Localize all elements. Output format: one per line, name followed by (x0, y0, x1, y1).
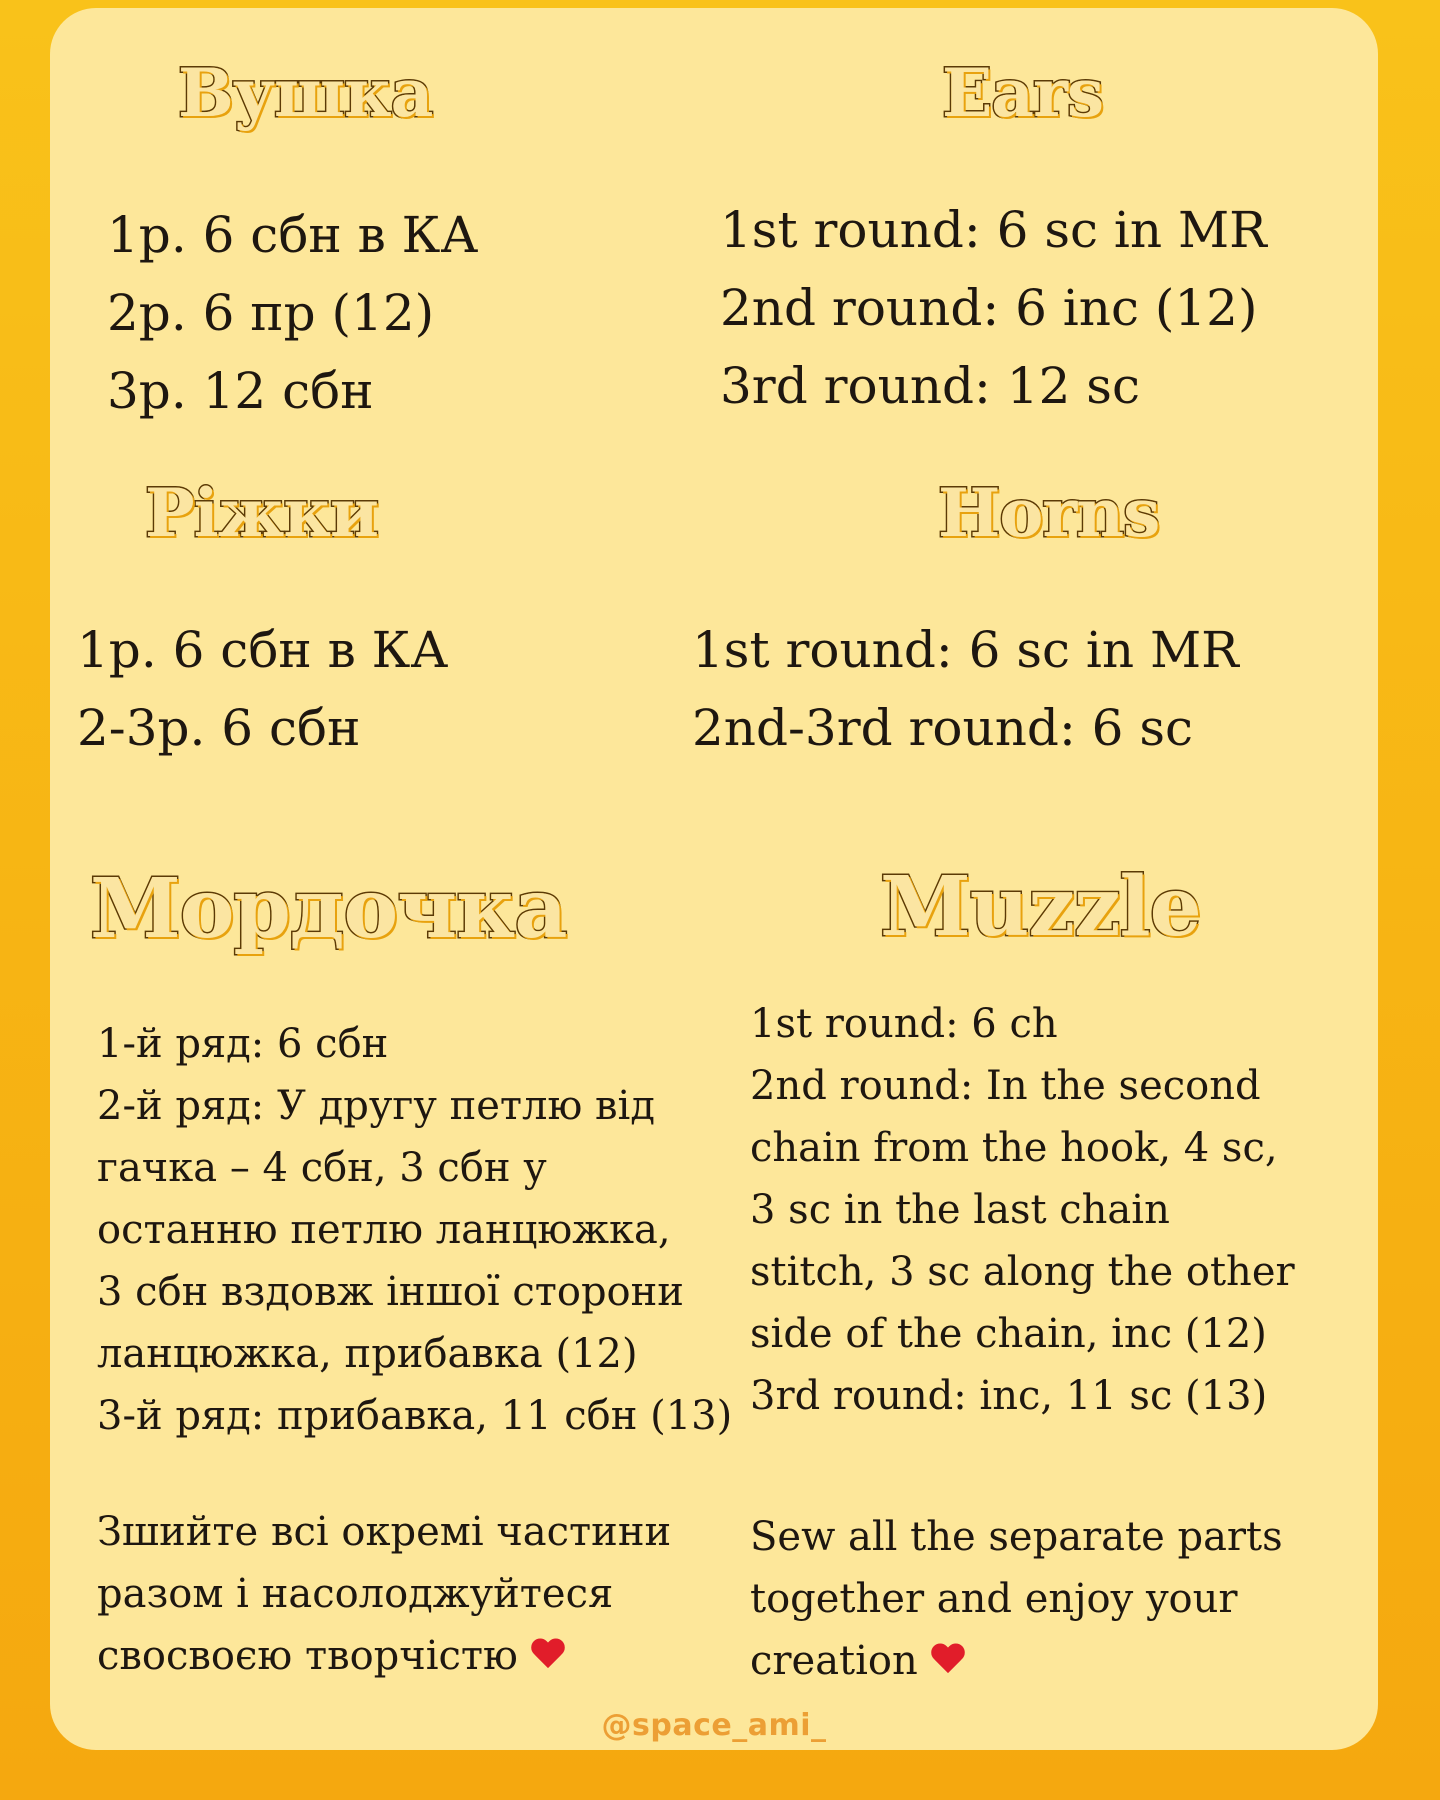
step-line: 2nd round: In the second (750, 1063, 1261, 1109)
step-line: останню петлю ланцюжка, (97, 1207, 671, 1253)
closing-note-en (750, 1506, 1283, 1692)
step-line: гачка – 4 сбн, 3 сбн у (97, 1145, 547, 1191)
step-line: 2р. 6 пр (12) (107, 284, 435, 342)
author-credit: @space_ami_ (601, 1708, 827, 1743)
step-line: 3 sc in the last chain (750, 1187, 1170, 1233)
step-line: 2nd-3rd round: 6 sc (692, 699, 1194, 757)
closing-line: Зшийте всі окремі частини (97, 1509, 672, 1555)
step-line: 3-й ряд: прибавка, 11 сбн (13) (97, 1393, 733, 1439)
step-line: 3rd round: 12 sc (720, 357, 1140, 415)
closing-line (97, 1625, 671, 1687)
muzzle-steps-en (750, 993, 1295, 1427)
pattern-card (50, 8, 1378, 1750)
horns-heading-uk: Ріжки (145, 474, 378, 552)
closing-line (750, 1630, 1283, 1692)
ears-heading-uk: Вушка (178, 54, 433, 132)
step-line: 1р. 6 сбн в КА (77, 621, 449, 679)
step-line: chain from the hook, 4 sc, (750, 1125, 1278, 1171)
step-line: 3 сбн вздовж іншої сторони (97, 1269, 684, 1315)
heart-icon (930, 1644, 966, 1676)
step-line: side of the chain, inc (12) (750, 1311, 1267, 1357)
horns-steps-uk (77, 611, 448, 767)
closing-line: разом і насолоджуйтеся (97, 1571, 614, 1617)
muzzle-steps-uk (97, 1013, 732, 1447)
closing-line: Sew all the separate parts (750, 1514, 1283, 1560)
closing-line: together and enjoy your (750, 1576, 1238, 1622)
step-line: 1st round: 6 ch (750, 1001, 1058, 1047)
heart-icon (530, 1639, 566, 1671)
closing-line-text: свосвоєю творчістю (97, 1633, 518, 1679)
ears-steps-en (720, 191, 1267, 425)
step-line: 3rd round: inc, 11 sc (13) (750, 1373, 1268, 1419)
closing-note-uk (97, 1501, 671, 1687)
closing-line-text: creation (750, 1638, 918, 1684)
horns-steps-en (692, 611, 1239, 767)
step-line: 1р. 6 сбн в КА (107, 206, 479, 264)
step-line: 2-й ряд: У другу петлю від (97, 1083, 655, 1129)
step-line: 2-3р. 6 сбн (77, 699, 361, 757)
step-line: stitch, 3 sc along the other (750, 1249, 1295, 1295)
step-line: 2nd round: 6 inc (12) (720, 279, 1258, 337)
step-line: 1st round: 6 sc in MR (692, 621, 1239, 679)
ears-heading-en: Ears (942, 54, 1103, 132)
horns-heading-en: Horns (938, 474, 1160, 552)
step-line: 1st round: 6 sc in MR (720, 201, 1267, 259)
muzzle-heading-en: Muzzle (880, 859, 1201, 955)
step-line: 3р. 12 сбн (107, 362, 374, 420)
muzzle-heading-uk: Мордочка (90, 861, 567, 957)
step-line: 1-й ряд: 6 сбн (97, 1021, 389, 1067)
step-line: ланцюжка, прибавка (12) (97, 1331, 638, 1377)
ears-steps-uk (107, 196, 478, 430)
